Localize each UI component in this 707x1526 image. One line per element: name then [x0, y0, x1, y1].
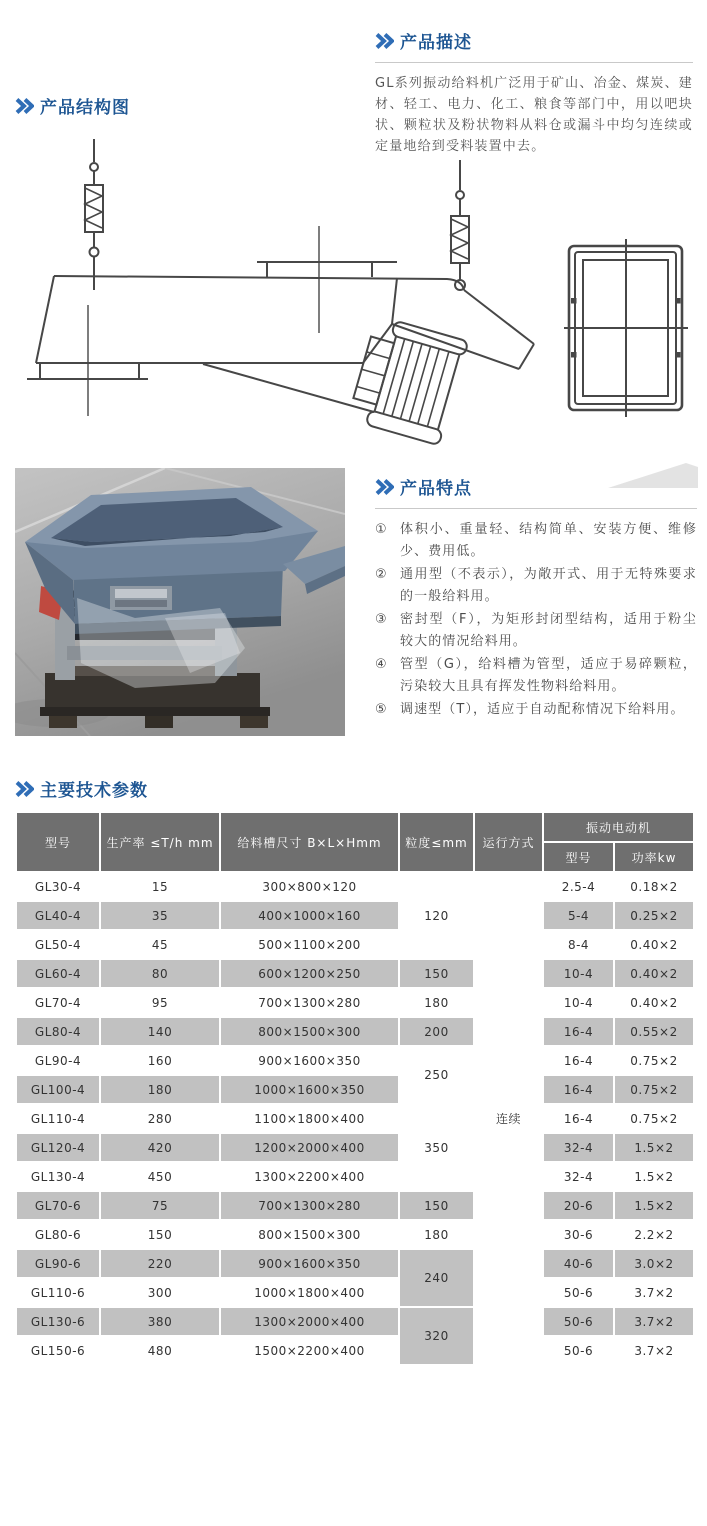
- table-cell: 480: [100, 1336, 220, 1365]
- structure-title-text: 产品结构图: [40, 98, 130, 118]
- table-cell: 2.2×2: [614, 1220, 694, 1249]
- double-chevron-icon: [375, 479, 394, 495]
- table-cell: 240: [399, 1249, 474, 1307]
- feature-text: 调速型（T），适应于自动配称情况下给料用。: [400, 702, 685, 717]
- header-rate: 生产率 ≤T/h mm: [100, 812, 220, 872]
- table-cell: 16-4: [543, 1104, 614, 1133]
- description-title-text: 产品描述: [400, 33, 472, 53]
- table-row: [16, 930, 694, 959]
- table-cell: 45: [100, 930, 220, 959]
- table-row: [16, 1191, 694, 1220]
- table-row: [16, 1278, 694, 1307]
- table-cell: 0.75×2: [614, 1104, 694, 1133]
- table-cell: 350: [399, 1104, 474, 1191]
- table-cell: 0.55×2: [614, 1017, 694, 1046]
- table-cell: GL80-4: [16, 1017, 100, 1046]
- table-cell: 1500×2200×400: [220, 1336, 399, 1365]
- table-cell: 16-4: [543, 1017, 614, 1046]
- table-cell: 250: [399, 1046, 474, 1104]
- table-cell: GL110-4: [16, 1104, 100, 1133]
- table-cell: 0.40×2: [614, 988, 694, 1017]
- structure-diagram: [15, 133, 695, 465]
- table-cell: 1.5×2: [614, 1133, 694, 1162]
- table-cell: 50-6: [543, 1336, 614, 1365]
- table-cell: 320: [399, 1307, 474, 1365]
- table-cell: GL80-6: [16, 1220, 100, 1249]
- feature-item: [375, 699, 697, 721]
- table-cell: 1000×1800×400: [220, 1278, 399, 1307]
- feature-item: [375, 519, 697, 562]
- table-cell: 32-4: [543, 1133, 614, 1162]
- features-title-text: 产品特点: [400, 479, 472, 499]
- feature-item: [375, 654, 697, 697]
- table-cell: GL100-4: [16, 1075, 100, 1104]
- table-header-row: [16, 812, 694, 842]
- table-cell: 8-4: [543, 930, 614, 959]
- table-cell: 450: [100, 1162, 220, 1191]
- feature-number: ⑤: [375, 702, 388, 717]
- table-cell: 3.0×2: [614, 1249, 694, 1278]
- table-cell: 2.5-4: [543, 872, 614, 901]
- table-row: [16, 1104, 694, 1133]
- table-cell: 180: [100, 1075, 220, 1104]
- table-cell: 75: [100, 1191, 220, 1220]
- feature-text: 通用型（不表示），为敞开式、用于无特殊要求的一般给料用。: [400, 567, 697, 604]
- table-cell: 1.5×2: [614, 1162, 694, 1191]
- table-row: [16, 1249, 694, 1278]
- table-cell: 600×1200×250: [220, 959, 399, 988]
- table-row: [16, 1162, 694, 1191]
- table-row: [16, 1220, 694, 1249]
- description-body: GL系列振动给料机广泛用于矿山、冶金、煤炭、建材、轻工、电力、化工、粮食等部门中，用以吧块状、颗粒状及粉状物料从料仓或漏斗中均匀连续或定量地给到受料装置中去。: [375, 76, 693, 154]
- table-cell: 420: [100, 1133, 220, 1162]
- table-cell: 0.75×2: [614, 1075, 694, 1104]
- section-parameters: [15, 776, 693, 1366]
- table-cell: 180: [399, 988, 474, 1017]
- table-cell: 1000×1600×350: [220, 1075, 399, 1104]
- parameters-title: [15, 776, 693, 801]
- feature-text: 体积小、重量轻、结构简单、安装方便、维修少、费用低。: [400, 522, 697, 559]
- table-cell: GL30-4: [16, 872, 100, 901]
- table-cell: 50-6: [543, 1278, 614, 1307]
- table-cell: 35: [100, 901, 220, 930]
- description-title: [375, 28, 693, 53]
- table-cell: GL90-6: [16, 1249, 100, 1278]
- product-photo: [15, 468, 345, 736]
- table-row: [16, 872, 694, 901]
- table-row: [16, 1075, 694, 1104]
- feature-item: [375, 564, 697, 607]
- features-list: [375, 519, 697, 721]
- double-chevron-icon: [15, 781, 34, 797]
- feature-number: ②: [375, 567, 388, 582]
- table-cell: GL130-4: [16, 1162, 100, 1191]
- table-cell: GL50-4: [16, 930, 100, 959]
- table-cell: 150: [399, 959, 474, 988]
- table-cell: 3.7×2: [614, 1336, 694, 1365]
- double-chevron-icon: [15, 98, 34, 114]
- table-cell: GL150-6: [16, 1336, 100, 1365]
- table-cell: 220: [100, 1249, 220, 1278]
- table-cell: 40-6: [543, 1249, 614, 1278]
- table-cell: 500×1100×200: [220, 930, 399, 959]
- table-row: [16, 1046, 694, 1075]
- table-cell: GL70-4: [16, 988, 100, 1017]
- header-mode: 运行方式: [474, 812, 543, 872]
- feature-text: 密封型（F），为矩形封闭型结构，适用于粉尘较大的情况给料用。: [400, 612, 697, 649]
- feature-item: [375, 609, 697, 652]
- table-cell: GL40-4: [16, 901, 100, 930]
- table-row: [16, 901, 694, 930]
- table-cell: 0.75×2: [614, 1046, 694, 1075]
- table-cell: 300×800×120: [220, 872, 399, 901]
- table-cell: GL60-4: [16, 959, 100, 988]
- table-cell: GL110-6: [16, 1278, 100, 1307]
- table-cell: 16-4: [543, 1075, 614, 1104]
- table-cell: 80: [100, 959, 220, 988]
- table-cell: GL120-4: [16, 1133, 100, 1162]
- table-cell: 3.7×2: [614, 1278, 694, 1307]
- table-cell: 0.40×2: [614, 930, 694, 959]
- section-structure: [15, 93, 335, 118]
- table-cell: 400×1000×160: [220, 901, 399, 930]
- table-cell: 连续: [474, 872, 543, 1365]
- table-cell: 150: [100, 1220, 220, 1249]
- table-cell: 700×1300×280: [220, 1191, 399, 1220]
- table-row: [16, 959, 694, 988]
- table-cell: 0.25×2: [614, 901, 694, 930]
- table-cell: 32-4: [543, 1162, 614, 1191]
- header-model: 型号: [16, 812, 100, 872]
- table-cell: 120: [399, 872, 474, 959]
- table-cell: 16-4: [543, 1046, 614, 1075]
- table-cell: 150: [399, 1191, 474, 1220]
- table-cell: 180: [399, 1220, 474, 1249]
- header-particle: 粒度≤mm: [399, 812, 474, 872]
- feature-text: 管型（G），给料槽为管型，适应于易碎颗粒，污染较大且具有挥发性物料给料用。: [400, 657, 697, 694]
- table-cell: 700×1300×280: [220, 988, 399, 1017]
- table-cell: 160: [100, 1046, 220, 1075]
- table-cell: 0.18×2: [614, 872, 694, 901]
- table-cell: 300: [100, 1278, 220, 1307]
- table-cell: 1200×2000×400: [220, 1133, 399, 1162]
- table-cell: 1300×2000×400: [220, 1307, 399, 1336]
- table-cell: GL90-4: [16, 1046, 100, 1075]
- feature-number: ③: [375, 612, 388, 627]
- header-motor-power: 功率kw: [614, 842, 694, 872]
- table-cell: 1300×2200×400: [220, 1162, 399, 1191]
- table-cell: 1.5×2: [614, 1191, 694, 1220]
- table-cell: GL130-6: [16, 1307, 100, 1336]
- header-trough: 给料槽尺寸 B×L×Hmm: [220, 812, 399, 872]
- table-row: [16, 1133, 694, 1162]
- table-row: [16, 1017, 694, 1046]
- table-cell: 900×1600×350: [220, 1249, 399, 1278]
- table-row: [16, 1336, 694, 1365]
- table-cell: 380: [100, 1307, 220, 1336]
- table-cell: 0.40×2: [614, 959, 694, 988]
- table-cell: GL70-6: [16, 1191, 100, 1220]
- table-row: [16, 1307, 694, 1336]
- table-row: [16, 988, 694, 1017]
- features-divider: [375, 508, 697, 509]
- double-chevron-icon: [375, 33, 394, 49]
- structure-title: [15, 93, 335, 118]
- corner-decoration: [608, 462, 698, 490]
- table-cell: 200: [399, 1017, 474, 1046]
- table-cell: 30-6: [543, 1220, 614, 1249]
- table-cell: 50-6: [543, 1307, 614, 1336]
- table-cell: 3.7×2: [614, 1307, 694, 1336]
- table-cell: 800×1500×300: [220, 1017, 399, 1046]
- header-motor-model: 型号: [543, 842, 614, 872]
- table-cell: 15: [100, 872, 220, 901]
- table-cell: 20-6: [543, 1191, 614, 1220]
- table-cell: 1100×1800×400: [220, 1104, 399, 1133]
- table-cell: 140: [100, 1017, 220, 1046]
- feature-number: ④: [375, 657, 388, 672]
- parameters-table-body: [16, 872, 694, 1365]
- parameters-title-text: 主要技术参数: [40, 781, 148, 801]
- parameters-table: [15, 811, 695, 1366]
- description-divider: [375, 62, 693, 63]
- table-cell: 10-4: [543, 988, 614, 1017]
- table-cell: 95: [100, 988, 220, 1017]
- table-cell: 800×1500×300: [220, 1220, 399, 1249]
- table-cell: 10-4: [543, 959, 614, 988]
- table-cell: 5-4: [543, 901, 614, 930]
- feature-number: ①: [375, 522, 388, 537]
- table-cell: 280: [100, 1104, 220, 1133]
- table-cell: 900×1600×350: [220, 1046, 399, 1075]
- section-features: [375, 474, 697, 723]
- header-motor-group: 振动电动机: [543, 812, 694, 842]
